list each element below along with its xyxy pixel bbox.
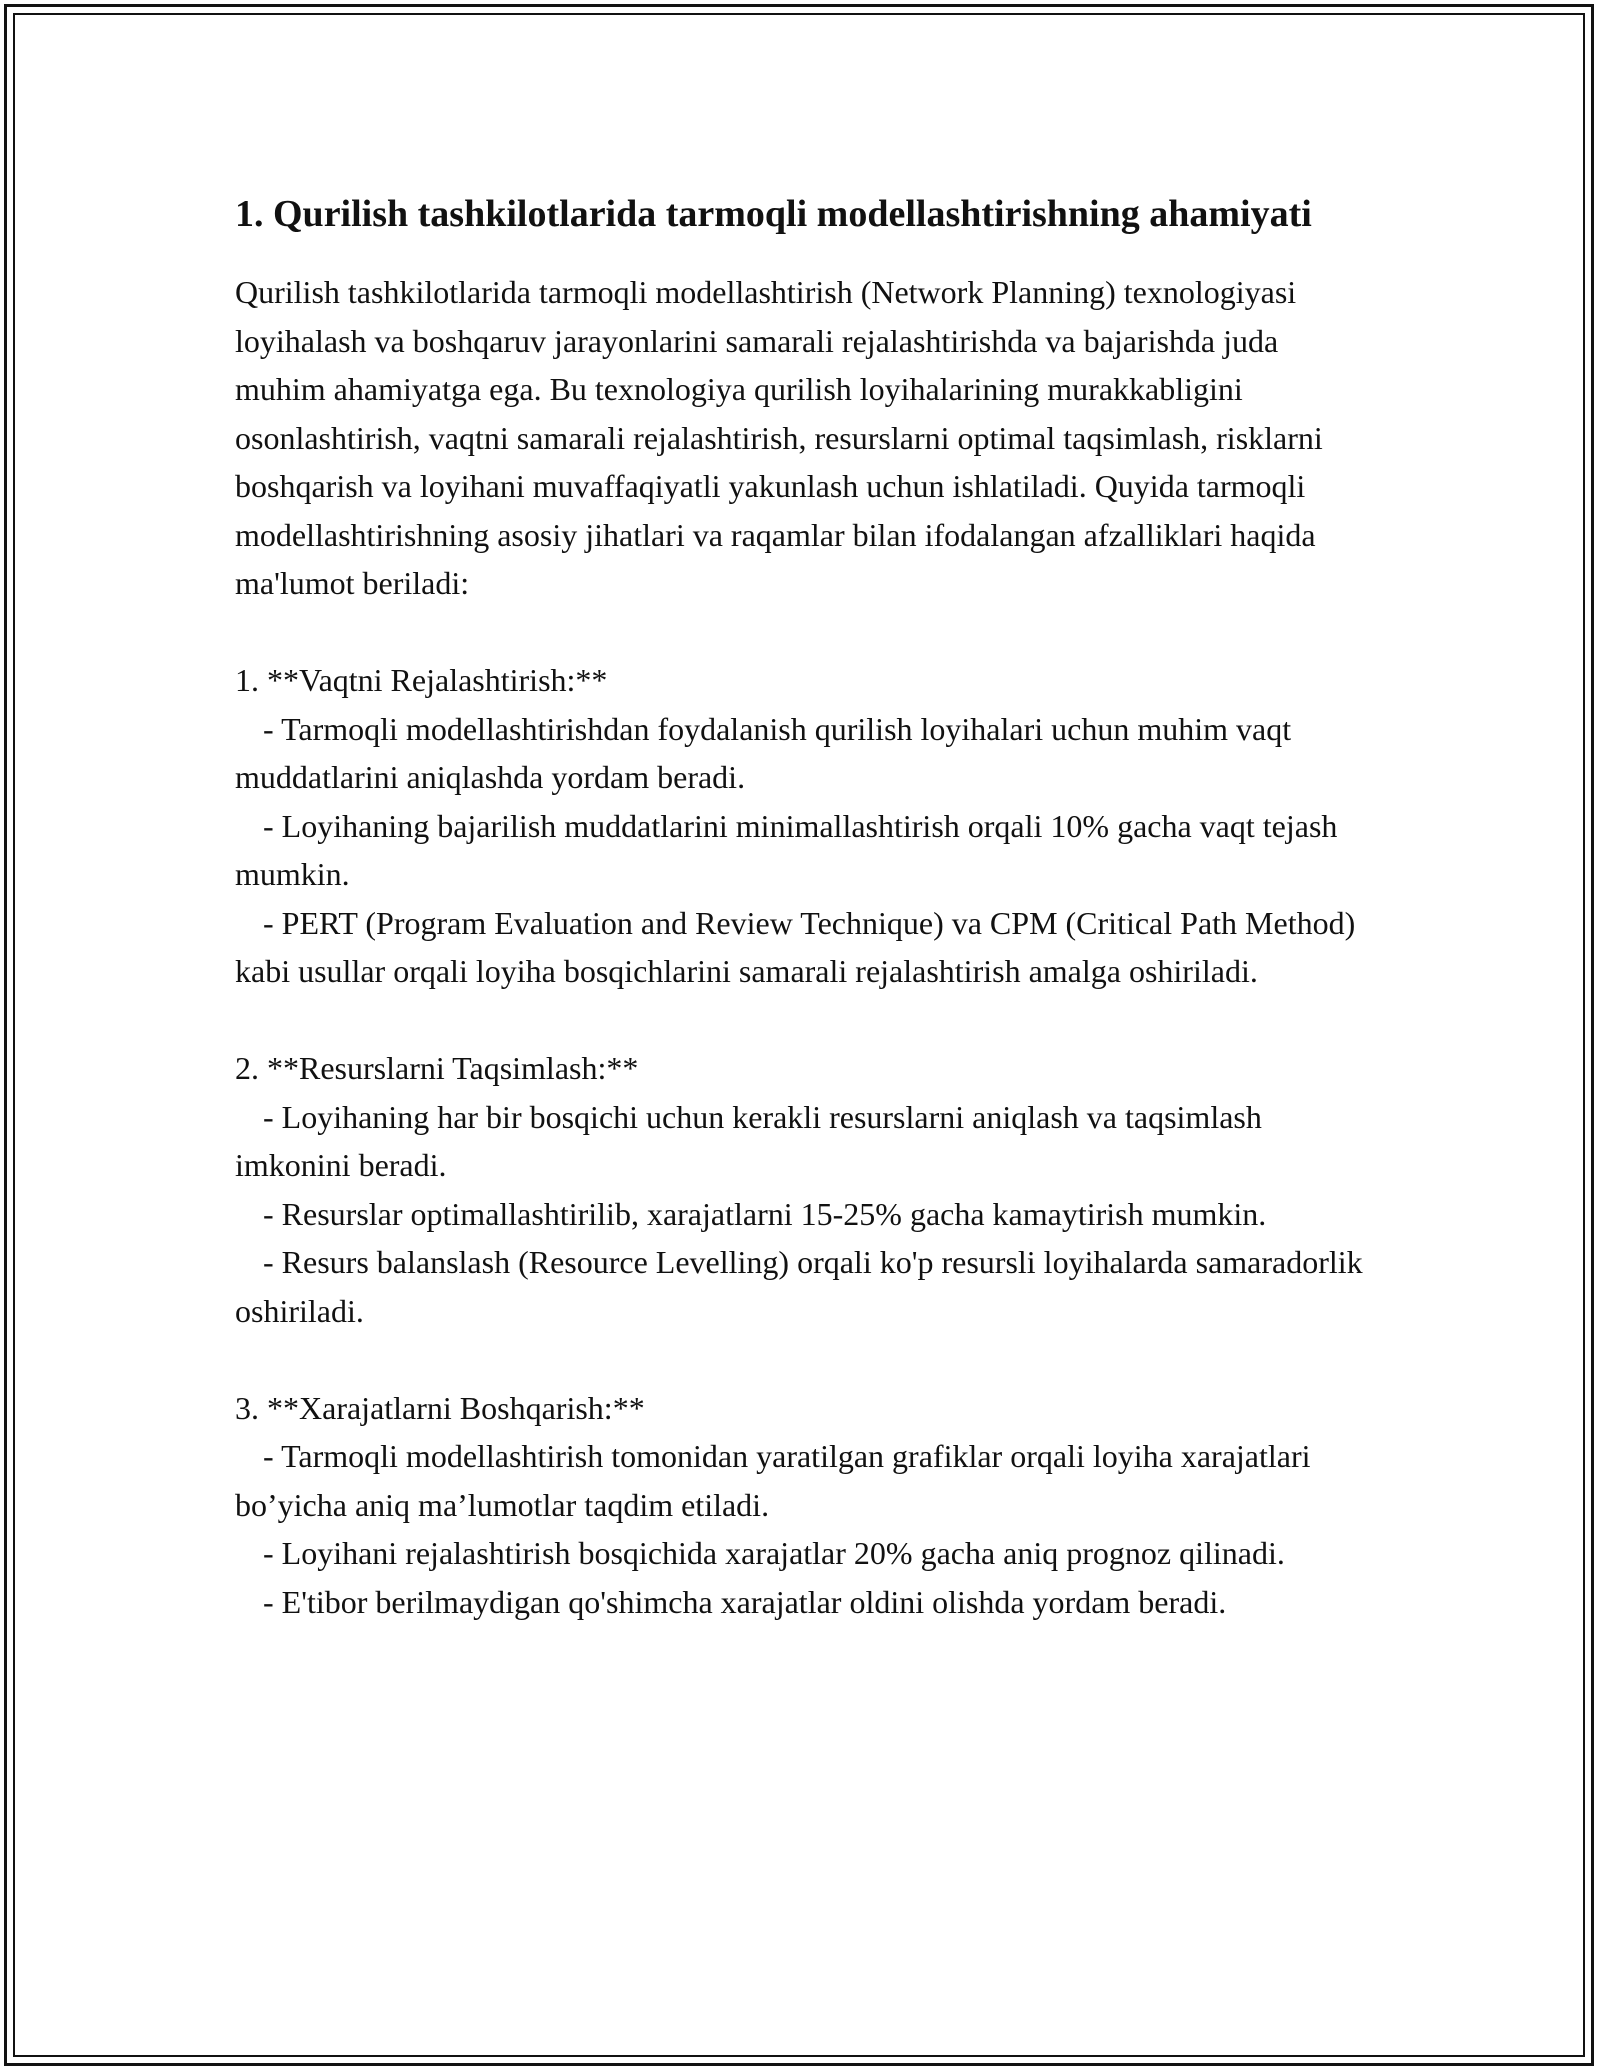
bullet-text: - E'tibor berilmaydigan qo'shimcha xarajatlar oldini olishda yordam beradi.	[263, 1583, 1227, 1620]
bullet-text: - Tarmoqli modellashtirish tomonidan yaratilgan grafiklar orqali loyiha xarajatlari bo’yicha aniq ma’lumotlar taqdim etiladi.	[235, 1438, 1311, 1523]
bullet-item	[235, 705, 1375, 802]
section-title: 3. **Xarajatlarni Boshqarish:**	[235, 1389, 645, 1426]
bullet-text: - Resurslar optimallashtirilib, xarajatlarni 15-25% gacha kamaytirish mumkin.	[263, 1195, 1267, 1232]
document-body	[235, 186, 1375, 1626]
bullet-item	[235, 1529, 1375, 1578]
section-title: 1. **Vaqtni Rejalashtirish:**	[235, 662, 608, 698]
section-cost-management	[235, 1384, 1375, 1627]
bullet-item	[235, 802, 1375, 899]
section-time-planning	[235, 656, 1375, 996]
bullet-text: - Loyihaning har bir bosqichi uchun kerakli resurslarni aniqlash va taqsimlash imkonini beradi.	[235, 1098, 1262, 1183]
bullet-text: - Tarmoqli modellashtirishdan foydalanish qurilish loyihalari uchun muhim vaqt muddatlarini aniqlashda yordam beradi.	[235, 710, 1292, 795]
bullet-text: - Loyihaning bajarilish muddatlarini minimallashtirish orqali 10% gacha vaqt tejash mumkin.	[235, 807, 1338, 892]
section-resource-allocation	[235, 1044, 1375, 1335]
bullet-item	[235, 1238, 1375, 1335]
bullet-item	[235, 1578, 1375, 1627]
bullet-text: - Loyihani rejalashtirish bosqichida xarajatlar 20% gacha aniq prognoz qilinadi.	[263, 1535, 1285, 1571]
section-heading: 1. Qurilish tashkilotlarida tarmoqli modellashtirishning ahamiyati	[235, 193, 1312, 235]
bullet-text: - PERT (Program Evaluation and Review Technique) va CPM (Critical Path Method) kabi usullar orqali loyiha bosqichlarini samarali rejalashtirish amalga oshiriladi.	[235, 904, 1356, 989]
bullet-item	[235, 1190, 1375, 1239]
bullet-item	[235, 899, 1375, 996]
bullet-text: - Resurs balanslash (Resource Levelling) orqali ko'p resursli loyihalarda samaradorlik oshiriladi.	[235, 1244, 1363, 1329]
bullet-item	[235, 1093, 1375, 1190]
section-title: 2. **Resurslarni Taqsimlash:**	[235, 1050, 639, 1086]
bullet-item	[235, 1432, 1375, 1529]
intro-paragraph: Qurilish tashkilotlarida tarmoqli modellashtirish (Network Planning) texnologiyasi loyihalash va boshqaruv jarayonlarini samarali rejalashtirishda va bajarishda juda muhim ahamiyatga ega. Bu texnologiya qurilish loyihalarining murakkabligini osonlashtirish, vaqtni samarali rejalashtirish, resurslarni optimal taqsimlash, risklarni boshqarish va loyihani muvaffaqiyatli yakunlash uchun ishlatiladi. Quyida tarmoqli modellashtirishning asosiy jihatlari va raqamlar bilan ifodalangan afzalliklari haqida ma'lumot beriladi:	[235, 274, 1323, 601]
